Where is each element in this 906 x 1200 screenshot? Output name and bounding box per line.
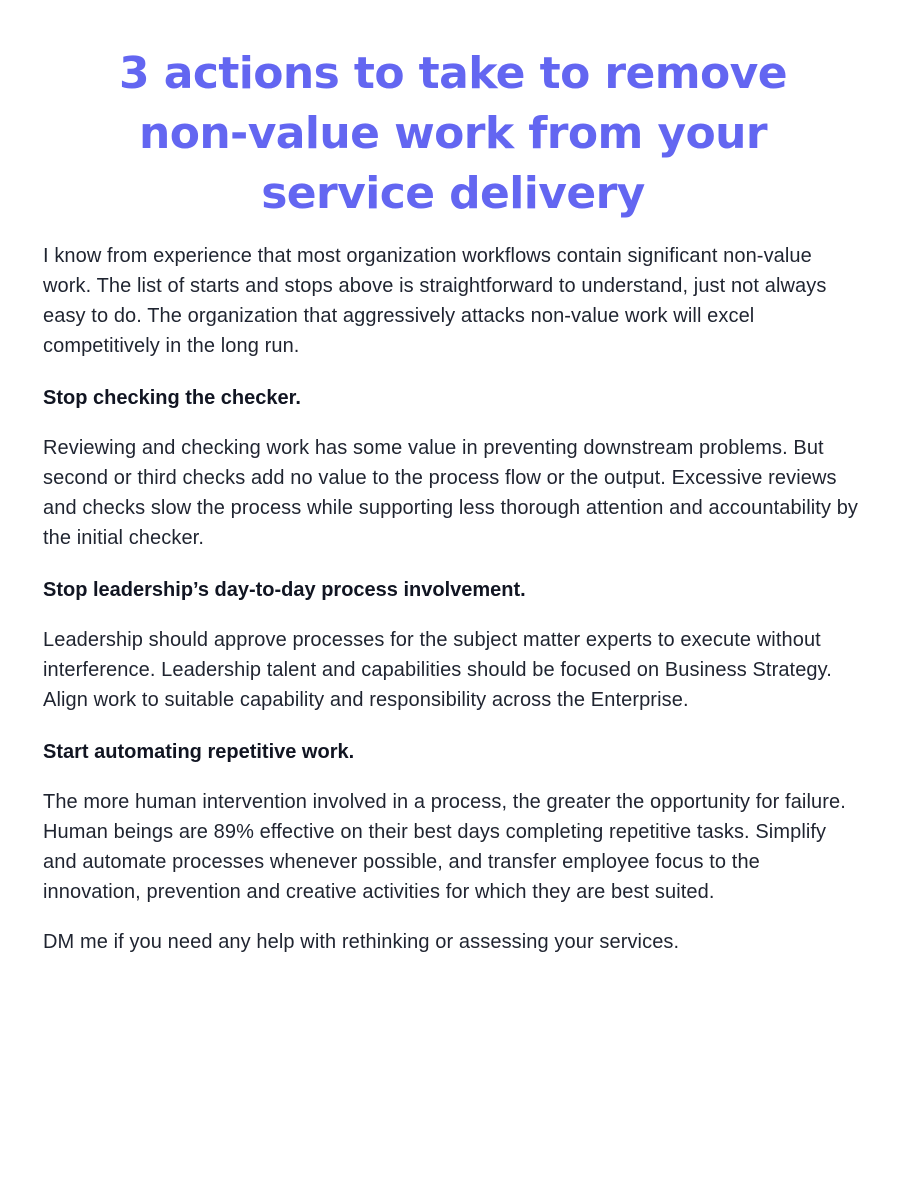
section-heading-stop-checking: Stop checking the checker. <box>43 387 301 409</box>
section-heading-start-automating: Start automating repetitive work. <box>43 741 355 763</box>
section-body-start-automating: The more human intervention involved in a process, the greater the opportunity for failure. Human beings are 89% effective on their best days completing repetitive tasks. Simplify and automate processes whenever possible, and transfer employee focus to the innovation, prevention and creative activities for which they are best suited. <box>43 791 846 903</box>
section-heading-stop-leadership: Stop leadership’s day-to-day process involvement. <box>43 579 526 601</box>
closing-paragraph: DM me if you need any help with rethinking or assessing your services. <box>43 931 680 953</box>
section-body-stop-checking: Reviewing and checking work has some value in preventing downstream problems. But second or third checks add no value to the process flow or the output. Excessive reviews and checks slow the process while supporting less thorough attention and accountability by the initial checker. <box>43 437 859 549</box>
intro-paragraph: I know from experience that most organization workflows contain significant non-value work. The list of starts and stops above is straightforward to understand, just not always easy to do. The organization that aggressively attacks non-value work will excel competitively in the long run. <box>43 245 827 357</box>
article-title: 3 actions to take to remove non-value work from your service delivery <box>119 48 787 219</box>
section-body-stop-leadership: Leadership should approve processes for the subject matter experts to execute without interference. Leadership talent and capabilities should be focused on Business Strategy. Align work to suitable capability and responsibility across the Enterprise. <box>43 629 832 711</box>
